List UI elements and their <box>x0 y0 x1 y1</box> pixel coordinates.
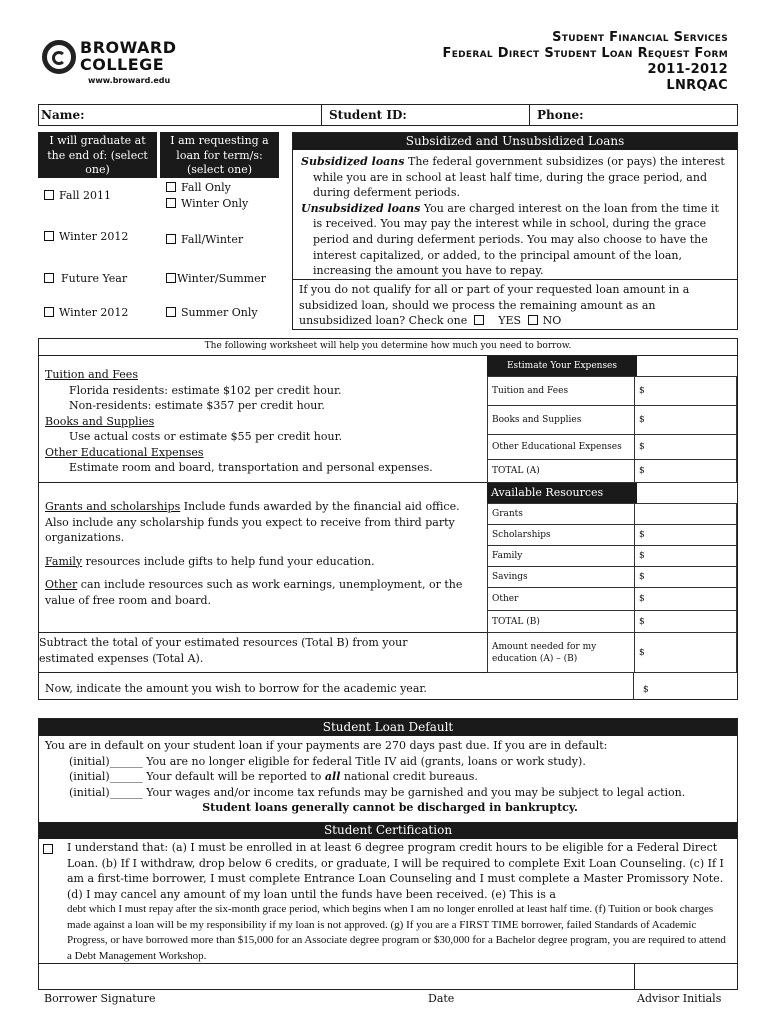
borrow-amount-label: Now, indicate the amount you wish to borrow for the academic year. <box>45 682 427 695</box>
grad-header-text: I will graduate at the end of: (select one) <box>47 134 148 176</box>
res-row-other: Other <box>487 587 635 611</box>
res-input-other[interactable]: $ <box>634 587 737 611</box>
initial-line-1[interactable]: (initial)______ You are no longer eligible for federal Title IV aid (grants, loans or work study). <box>69 754 586 768</box>
res-row-total-b: TOTAL (B) <box>487 610 635 633</box>
res-input-family[interactable]: $ <box>634 545 737 567</box>
checkbox-icon[interactable] <box>44 231 54 241</box>
header-line1: Student Financial Services <box>552 30 728 45</box>
exp-input-books[interactable]: $ <box>634 405 737 435</box>
grad-option-winter-2012[interactable]: Winter 2012 <box>44 230 128 243</box>
yes-option[interactable]: YES <box>498 314 522 328</box>
header-line4: LNRQAC <box>666 78 728 93</box>
subsidized-text: The federal government subsidizes (or pays) the interest while you are in school at least half time, during the grace period, and during deferment periods. <box>313 155 725 200</box>
borrower-signature-label[interactable]: Borrower Signature <box>44 992 156 1005</box>
unsubsidized-title: Unsubsidized loans <box>301 201 421 215</box>
initial-line-2[interactable]: (initial)______ Your default will be reported to all national credit bureaus. <box>69 770 478 783</box>
exp-input-total-a[interactable]: $ <box>634 459 737 483</box>
loans-header: Subsidized and Unsubsidized Loans <box>293 133 737 150</box>
college-logo <box>40 36 180 88</box>
no-option[interactable]: NO <box>542 314 562 328</box>
checkbox-icon[interactable] <box>43 844 53 854</box>
loans-explanation <box>301 154 731 279</box>
cert-text: I understand that: (a) I must be enrolled in at least 6 degree program credit hours to be eligible for a Federal Direct Loan. (b) If I withdraw, drop below 6 credits, or graduate, I will be required to complete Exit Loan Counseling. (c) If I am a first-time borrower, I must complete Entrance Loan Counseling and I must complete a Master Promissory Note. (d) I may cancel any amount of my loan until the funds have been received. (e) This is a debt which I must repay after the six-month grace period, which begins when I am no longer enrolled at least half time. (f) Tuition or book charges made against a loan will be my responsibility if my loan is not approved. (g) If you are a FIRST TIME borrower, failed Standards of Academic Progress, or have borrowed more than $15,000 for an Associate degree program or $30,000 for a Bachelor degree program, you are required to attend a Debt Management Workshop. <box>67 841 726 962</box>
need-input[interactable]: $ <box>634 632 737 673</box>
res-input-total-b[interactable]: $ <box>634 610 737 633</box>
grad-option-future-year[interactable]: Future Year <box>44 272 127 285</box>
term-option-winter-only[interactable]: Winter Only <box>166 197 248 210</box>
checkbox-icon[interactable] <box>44 190 54 200</box>
subtract-note: Subtract the total of your estimated resources (Total B) from your estimated expenses (Total A). <box>39 636 408 665</box>
res-input-grants[interactable] <box>634 503 737 525</box>
cert-checkbox[interactable] <box>43 843 58 856</box>
expenses-header: Estimate Your Expenses <box>487 356 637 376</box>
checkbox-icon[interactable] <box>44 307 54 317</box>
default-box <box>38 718 738 990</box>
checkbox-icon[interactable] <box>528 315 538 325</box>
term-option-winter-summer[interactable]: Winter/Summer <box>166 272 266 285</box>
header-line3: 2011-2012 <box>647 62 728 77</box>
worksheet-intro: The following worksheet will help you determine how much you need to borrow. <box>204 341 572 351</box>
worksheet-box <box>38 338 738 700</box>
exp-input-other[interactable]: $ <box>634 434 737 460</box>
resources-guidance: Grants and scholarships Include funds awarded by the financial aid office. Also include any scholarship funds you expect to receive from third party organizations. Family resources include gifts to help fund your education. Other can include resources such as work earnings, unemployment, or the value of free room and board. <box>45 500 463 607</box>
header-title <box>443 30 728 94</box>
grad-option-winter-2012-b[interactable]: Winter 2012 <box>44 306 128 319</box>
default-header: Student Loan Default <box>39 719 737 736</box>
grad-option-fall-2011[interactable]: Fall 2011 <box>44 189 111 202</box>
res-row-savings: Savings <box>487 566 635 588</box>
term-option-summer-only[interactable]: Summer Only <box>166 306 258 319</box>
res-row-family: Family <box>487 545 635 567</box>
res-row-grants: Grants <box>487 503 635 525</box>
loans-box <box>292 132 738 330</box>
term-option-fall-only[interactable]: Fall Only <box>166 181 231 194</box>
unsubsidized-text: You are charged interest on the loan from the time it is received. You may pay the interest while in school, during the grace period and during deferment periods. You may also choose to have the interest capitalized, or added, to the principal amount of the loan, increasing the amount you have to repay. <box>313 201 719 278</box>
expenses-guidance: Tuition and Fees Florida residents: estimate $102 per credit hour. Non-residents: estimate $357 per credit hour. Books and Supplies Use actual costs or estimate $55 per credit hour. Other Educational Expenses Estimate room and board, transportation and personal expenses. <box>45 368 433 474</box>
checkbox-icon[interactable] <box>166 234 176 244</box>
loans-question: If you do not qualify for all or part of your requested loan amount in a subsidized loan, should we process the remaining amount as an unsubsidized loan? Check one YES NO <box>299 283 690 328</box>
default-text: You are in default on your student loan if your payments are 270 days past due. If you are in default: (initial)______ You are no longer eligible for federal Title IV aid (grants, loans or work study). (initial)______ Your default will be reported to all national credit bureaus. (initial)______ Your wages and/or income tax refunds may be garnished and you may be subject to legal action. Student loans generally cannot be discharged in bankruptcy. <box>45 738 735 816</box>
bankruptcy-note: Student loans generally cannot be discharged in bankruptcy. <box>202 801 578 814</box>
term-option-fall-winter[interactable]: Fall/Winter <box>166 233 243 246</box>
initial-line-3[interactable]: (initial)______ Your wages and/or income tax refunds may be garnished and you may be subject to legal action. <box>69 785 686 799</box>
borrow-amount-dollar[interactable]: $ <box>643 685 649 695</box>
subsidized-title: Subsidized loans <box>301 155 405 168</box>
name-row <box>38 104 738 126</box>
logo-url: www.broward.edu <box>88 76 171 85</box>
exp-row-books: Books and Supplies <box>487 405 635 435</box>
checkbox-icon[interactable] <box>166 273 176 283</box>
advisor-initials-label[interactable]: Advisor Initials <box>637 992 722 1005</box>
header-line2: Federal Direct Student Loan Request Form <box>442 46 728 61</box>
checkbox-icon[interactable] <box>474 315 484 325</box>
checkbox-icon[interactable] <box>166 307 176 317</box>
logo-line2: COLLEGE <box>80 55 165 74</box>
exp-row-total-a: TOTAL (A) <box>487 459 635 483</box>
need-row: Amount needed for my education (A) – (B) <box>487 632 635 673</box>
phone-field[interactable]: Phone: <box>537 108 584 122</box>
checkbox-icon[interactable] <box>166 182 176 192</box>
resources-header: Available Resources <box>487 483 637 503</box>
res-input-scholarships[interactable]: $ <box>634 524 737 546</box>
checkbox-icon[interactable] <box>166 198 176 208</box>
name-field[interactable]: Name: <box>41 108 85 122</box>
exp-input-tuition[interactable]: $ <box>634 376 737 406</box>
checkbox-icon[interactable] <box>44 273 54 283</box>
student-id-field[interactable]: Student ID: <box>329 108 407 122</box>
exp-row-other: Other Educational Expenses <box>487 434 635 460</box>
res-row-scholarships: Scholarships <box>487 524 635 546</box>
term-header-text: I am requesting a loan for term/s: (select one) <box>170 134 269 176</box>
date-label[interactable]: Date <box>428 992 455 1005</box>
logo-line1: BROWARD <box>80 38 177 57</box>
res-input-savings[interactable]: $ <box>634 566 737 588</box>
cert-header: Student Certification <box>39 822 737 839</box>
exp-row-tuition: Tuition and Fees <box>487 376 635 406</box>
